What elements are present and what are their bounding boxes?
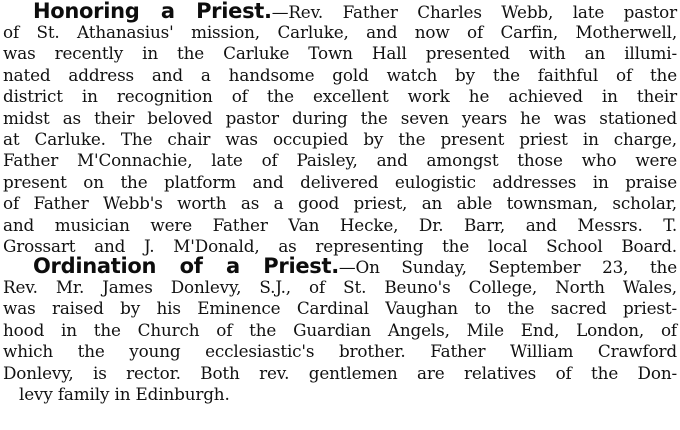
article-headline: Honoring a Priest.	[33, 0, 272, 23]
article-line: levy family in Edinburgh.	[19, 383, 230, 404]
article-line: midst as their beloved pastor during the seven years he was stationed	[3, 107, 677, 128]
article-headline: Ordination of a Priest.	[33, 254, 339, 278]
article-line: Father M'Connachie, late of Paisley, and amongst those who were	[3, 150, 677, 171]
article-first-line	[3, 0, 677, 22]
article-line: and musician were Father Van Hecke, Dr. Barr, and Messrs. T.	[3, 214, 677, 235]
article-line: district in recognition of the excellent work he achieved in their	[3, 86, 677, 107]
article-line: nated address and a handsome gold watch by the faithful of the	[3, 64, 677, 85]
article-body-text: —Rev. Father Charles Webb, late pastor	[271, 2, 677, 22]
article-line: Donlevy, is rector. Both rev. gentlemen are relatives of the Don-	[3, 362, 677, 383]
article-line: hood in the Church of the Guardian Angels, Mile End, London, of	[3, 319, 677, 340]
article-body-text: —On Sunday, September 23, the	[338, 257, 677, 277]
article-line: Grossart and J. M'Donald, as representing the local School Board.	[3, 235, 677, 256]
article-line: at Carluke. The chair was occupied by the present priest in charge,	[3, 128, 677, 149]
article-line: Rev. Mr. James Donlevy, S.J., of St. Beuno's College, North Wales,	[3, 277, 677, 297]
article-line: was recently in the Carluke Town Hall presented with an illumi-	[3, 43, 677, 64]
article-first-line	[3, 255, 677, 277]
article-line: present on the platform and delivered eulogistic addresses in praise	[3, 171, 677, 192]
article-line: which the young ecclesiastic's brother. Father William Crawford	[3, 341, 677, 362]
article-ordination-of-a-priest	[3, 255, 677, 405]
article-line: of St. Athanasius' mission, Carluke, and now of Carfin, Motherwell,	[3, 22, 677, 42]
article-line: of Father Webb's worth as a good priest, an able townsman, scholar,	[3, 193, 677, 214]
article-line: was raised by his Eminence Cardinal Vaughan to the sacred priest-	[3, 298, 677, 319]
article-honoring-a-priest	[3, 0, 677, 257]
